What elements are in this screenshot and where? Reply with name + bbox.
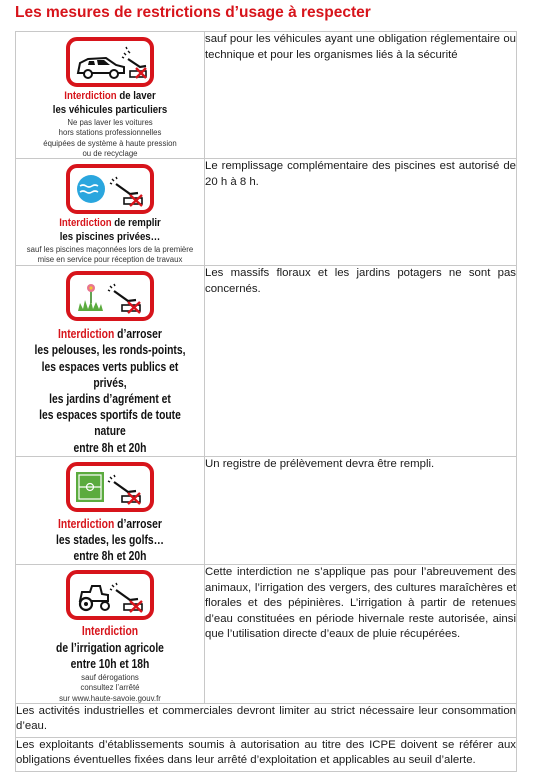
restriction-detail: Les massifs floraux et les jardins potagers ne sont pas concernés. xyxy=(205,266,517,457)
table-row xyxy=(16,703,517,737)
restriction-detail: sauf pour les véhicules ayant une obligation réglementaire ou technique et pour les organismes liés à la sécurité xyxy=(205,32,517,159)
table-row xyxy=(16,737,517,771)
caption-note: ou de recyclage xyxy=(82,148,138,158)
caption-note: Ne pas laver les voitures xyxy=(67,118,153,127)
footer-note: Les activités industrielles et commerciales devront limiter au strict nécessaire leur consommation d’eau. xyxy=(16,703,517,737)
restriction-visual-cell xyxy=(16,266,205,457)
page-title: Les mesures de restrictions d’usage à respecter xyxy=(15,4,371,21)
footer-note: Les exploitants d’établissements soumis à autorisation au titre des ICPE doivent se référer aux obligations éventuelles fixées dans leur arrêté d’exploitation et applicables au seuil d’alerte. xyxy=(16,737,517,771)
restriction-detail: Le remplissage complémentaire des piscines est autorisé de 20 h à 8 h. xyxy=(205,159,517,266)
restrictions-table xyxy=(15,31,517,772)
caption-text: les espaces verts publics et privés, xyxy=(41,359,179,390)
caption-highlight: Interdiction xyxy=(59,217,112,230)
stadium-watering-prohibited-icon xyxy=(66,462,154,512)
agricultural-irrigation-prohibited-icon xyxy=(66,570,154,620)
caption-text: entre 8h et 20h xyxy=(73,440,147,455)
caption-text: les espaces sportifs de toute nature xyxy=(39,408,181,439)
table-row xyxy=(16,565,517,704)
caption-text: d’arroser xyxy=(114,516,162,531)
restriction-visual-cell xyxy=(16,32,205,159)
caption-note: sauf les piscines maçonnées lors de la première xyxy=(26,245,194,255)
table-row xyxy=(16,266,517,457)
caption-text: les stades, les golfs… xyxy=(56,533,164,548)
caption-highlight: Interdiction xyxy=(58,516,115,531)
restriction-visual-cell xyxy=(16,159,205,266)
caption-note: consultez l’arrêté xyxy=(80,683,140,693)
caption-text: de l’irrigation agricole xyxy=(56,640,164,655)
caption-highlight: Interdiction xyxy=(58,327,115,342)
caption-note: sur www.haute-savoie.gouv.fr xyxy=(59,693,161,703)
table-row xyxy=(16,456,517,565)
caption-text: entre 8h et 20h xyxy=(73,549,147,564)
caption-note: équipées de système à haute pression xyxy=(43,138,177,148)
caption-text: les piscines privées… xyxy=(59,230,161,243)
caption-text: de laver xyxy=(116,90,156,102)
caption-highlight: Interdiction xyxy=(64,90,117,102)
table-row xyxy=(16,159,517,266)
restriction-detail: Cette interdiction ne s’applique pas pour l’abreuvement des animaux, l’irrigation des vergers, des cultures maraîchères et florales et des pépinières. L’irrigation à partir de retenues d’eau constituées en période hivernale reste autorisée, ainsi que l’utilisation directe d’eaux de pluie récupérées. xyxy=(205,565,517,704)
restriction-visual-cell xyxy=(16,456,205,565)
car-wash-prohibited-icon xyxy=(66,37,154,87)
restriction-detail: Un registre de prélèvement devra être rempli. xyxy=(205,456,517,565)
caption-text: d’arroser xyxy=(114,327,162,342)
table-row xyxy=(16,32,517,159)
caption-highlight: Interdiction xyxy=(81,624,139,639)
garden-watering-prohibited-icon xyxy=(66,271,154,321)
caption-text: les pelouses, les ronds-points, xyxy=(34,343,186,358)
caption-note: sauf dérogations xyxy=(81,673,139,683)
caption-text: entre 10h et 18h xyxy=(70,656,150,671)
pool-filling-prohibited-icon xyxy=(66,164,154,214)
caption-text: les véhicules particuliers xyxy=(52,103,168,116)
caption-note: hors stations professionnelles xyxy=(58,128,162,138)
caption-note: mise en service pour réception de travaux xyxy=(37,255,183,265)
caption-text: les jardins d’agrément et xyxy=(49,392,171,406)
caption-text: de remplir xyxy=(111,217,161,230)
restriction-visual-cell xyxy=(16,565,205,704)
